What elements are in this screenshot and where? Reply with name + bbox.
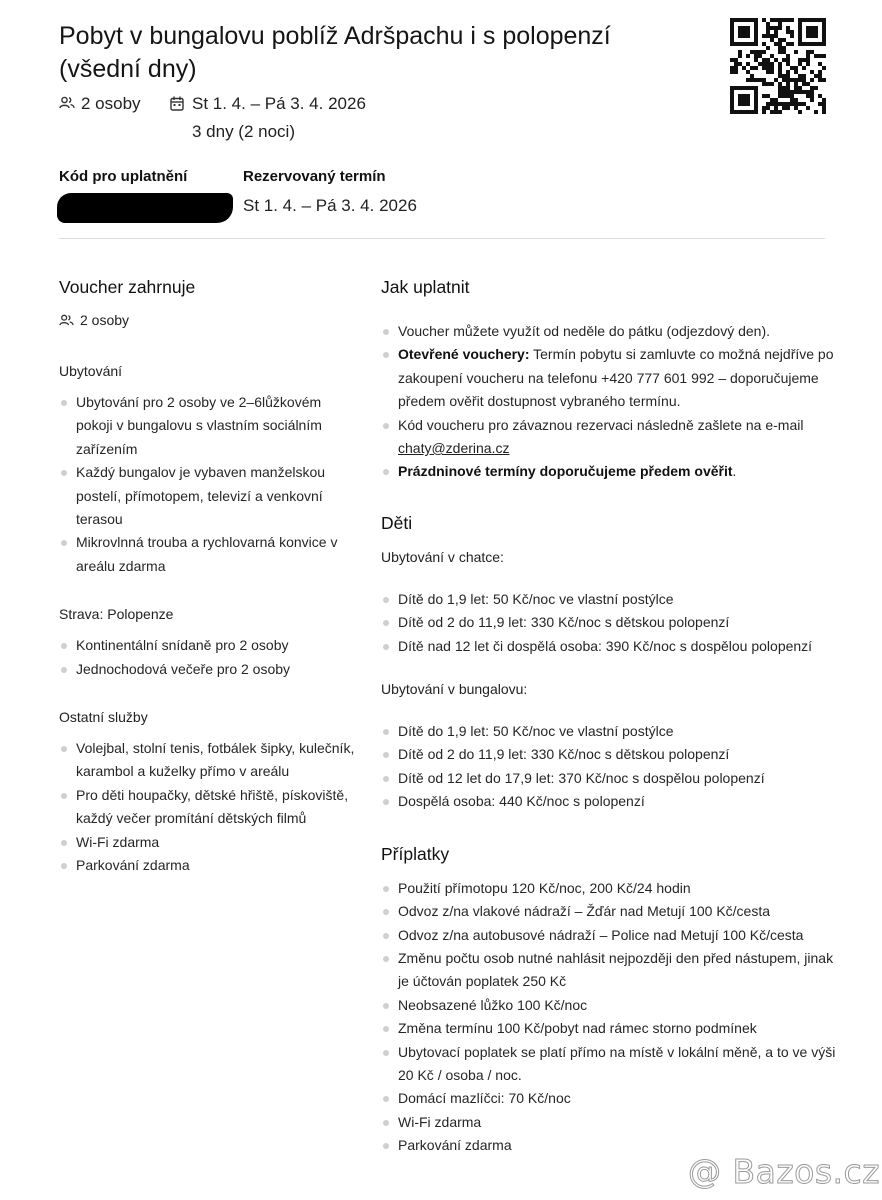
bazos-watermark: @ Bazos.cz bbox=[688, 1152, 881, 1191]
list-item: Dítě od 2 do 11,9 let: 330 Kč/noc s dětskou polopenzí bbox=[381, 611, 841, 634]
list-item: Parkování zdarma bbox=[381, 1134, 841, 1157]
list-item bbox=[381, 414, 841, 461]
kids-chatka-list bbox=[381, 588, 841, 658]
included-persons-text: 2 osoby bbox=[80, 312, 130, 328]
list-item: Dítě nad 12 let či dospělá osoba: 390 Kč/noc s dospělou polopenzí bbox=[381, 635, 841, 658]
open-vouchers-bold: Otevřené vouchery: bbox=[398, 346, 530, 363]
list-item: Dítě od 12 let do 17,9 let: 370 Kč/noc s dospělou polopenzí bbox=[381, 767, 841, 790]
kids-heading: Děti bbox=[381, 512, 413, 533]
list-item: Použití přímotopu 120 Kč/noc, 200 Kč/24 hodin bbox=[381, 877, 841, 900]
list-item bbox=[381, 343, 841, 413]
holiday-terms-bold: Prázdninové termíny doporučujeme předem ověřit bbox=[398, 463, 733, 480]
list-item: Dítě od 2 do 11,9 let: 330 Kč/noc s dětskou polopenzí bbox=[381, 743, 841, 766]
holiday-terms-end: . bbox=[732, 463, 737, 480]
list-item bbox=[381, 460, 841, 483]
details-column bbox=[381, 276, 841, 1158]
list-item: Odvoz z/na vlakové nádraží – Žďár nad Metují 100 Kč/cesta bbox=[381, 900, 841, 923]
fees-list bbox=[381, 877, 841, 1158]
list-item: Wi-Fi zdarma bbox=[59, 831, 359, 854]
list-item: Domácí mazlíčci: 70 Kč/noc bbox=[381, 1087, 841, 1110]
voucher-includes-heading: Voucher zahrnuje bbox=[59, 277, 196, 297]
code-label: Kód pro uplatnění bbox=[59, 168, 188, 185]
list-item: Každý bungalov je vybaven manželskou postelí, přímotopem, televizí a venkovní terasou bbox=[59, 461, 359, 531]
how-to-redeem-heading: Jak uplatnit bbox=[381, 277, 470, 297]
persons-meta bbox=[59, 94, 141, 114]
list-item: Voucher můžete využít od neděle do pátku (odjezdový den). bbox=[381, 320, 841, 343]
email-link[interactable]: chaty@zderina.cz bbox=[398, 440, 510, 457]
list-item: Pro děti houpačky, dětské hřiště, pískoviště, každý večer promítání dětských filmů bbox=[59, 784, 359, 831]
term-value: St 1. 4. – Pá 3. 4. 2026 bbox=[243, 196, 417, 215]
kids-bungalov-title: Ubytování v bungalovu: bbox=[381, 681, 528, 698]
duration-text: 3 dny (2 noci) bbox=[192, 122, 295, 141]
persons-text: 2 osoby bbox=[81, 94, 141, 113]
list-item: Dítě do 1,9 let: 50 Kč/noc ve vlastní postýlce bbox=[381, 588, 841, 611]
kids-chatka-title: Ubytování v chatce: bbox=[381, 548, 504, 565]
list-item: Jednochodová večeře pro 2 osoby bbox=[59, 658, 359, 681]
fees-heading: Příplatky bbox=[381, 843, 450, 864]
other-services-list bbox=[59, 737, 359, 877]
list-item: Parkování zdarma bbox=[59, 854, 359, 877]
list-item: Volejbal, stolní tenis, fotbálek šipky, kulečník, karambol a kuželky přímo v areálu bbox=[59, 737, 359, 784]
divider bbox=[59, 238, 825, 239]
dates-text: St 1. 4. – Pá 3. 4. 2026 bbox=[192, 94, 366, 113]
list-item: Mikrovlnná trouba a rychlovarná konvice v areálu zdarma bbox=[59, 531, 359, 578]
kids-bungalov-list bbox=[381, 720, 841, 814]
open-vouchers-text: Termín pobytu si zamluvte co možná nejdříve po zakoupení voucheru na telefonu +420 777 601 992 – doporučujeme předem ověřit dostupnost vybraného termínu. bbox=[398, 346, 834, 410]
list-item: Kontinentální snídaně pro 2 osoby bbox=[59, 634, 359, 657]
page-title: Pobyt v bungalovu poblíž Adršpachu i s polopenzí (všední dny) bbox=[59, 22, 611, 83]
included-persons bbox=[59, 312, 359, 328]
calendar-icon bbox=[170, 96, 184, 111]
accommodation-list bbox=[59, 391, 359, 578]
how-to-redeem-list bbox=[381, 320, 841, 484]
list-item: Ubytování pro 2 osoby ve 2–6lůžkovém pokoji v bungalovu s vlastním sociálním zařízením bbox=[59, 391, 359, 461]
dates-meta bbox=[170, 94, 366, 114]
list-item: Odvoz z/na autobusové nádraží – Police nad Metují 100 Kč/cesta bbox=[381, 924, 841, 947]
list-item: Dospělá osoba: 440 Kč/noc s polopenzí bbox=[381, 790, 841, 813]
list-item: Dítě do 1,9 let: 50 Kč/noc ve vlastní postýlce bbox=[381, 720, 841, 743]
term-label: Rezervovaný termín bbox=[243, 168, 386, 185]
board-title: Strava: Polopenze bbox=[59, 606, 174, 623]
people-icon bbox=[59, 314, 74, 327]
voucher-includes-column bbox=[59, 276, 359, 878]
list-item: Změnu počtu osob nutné nahlásit nejpozději den před nástupem, jinak je účtován poplatek 250 Kč bbox=[381, 947, 841, 994]
other-services-title: Ostatní služby bbox=[59, 709, 148, 726]
list-item: Wi-Fi zdarma bbox=[381, 1111, 841, 1134]
redacted-code bbox=[57, 193, 233, 223]
accommodation-title: Ubytování bbox=[59, 363, 123, 379]
board-list bbox=[59, 634, 359, 681]
people-icon bbox=[59, 96, 75, 110]
list-item: Neobsazené lůžko 100 Kč/noc bbox=[381, 994, 841, 1017]
list-item: Změna termínu 100 Kč/pobyt nad rámec storno podmínek bbox=[381, 1017, 841, 1040]
send-code-text: Kód voucheru pro závaznou rezervaci následně zašlete na e-mail bbox=[398, 416, 804, 433]
list-item: Ubytovací poplatek se platí přímo na místě v lokální měně, a to ve výši 20 Kč / osoba / noc. bbox=[381, 1041, 841, 1088]
qr-code-icon bbox=[730, 18, 826, 114]
